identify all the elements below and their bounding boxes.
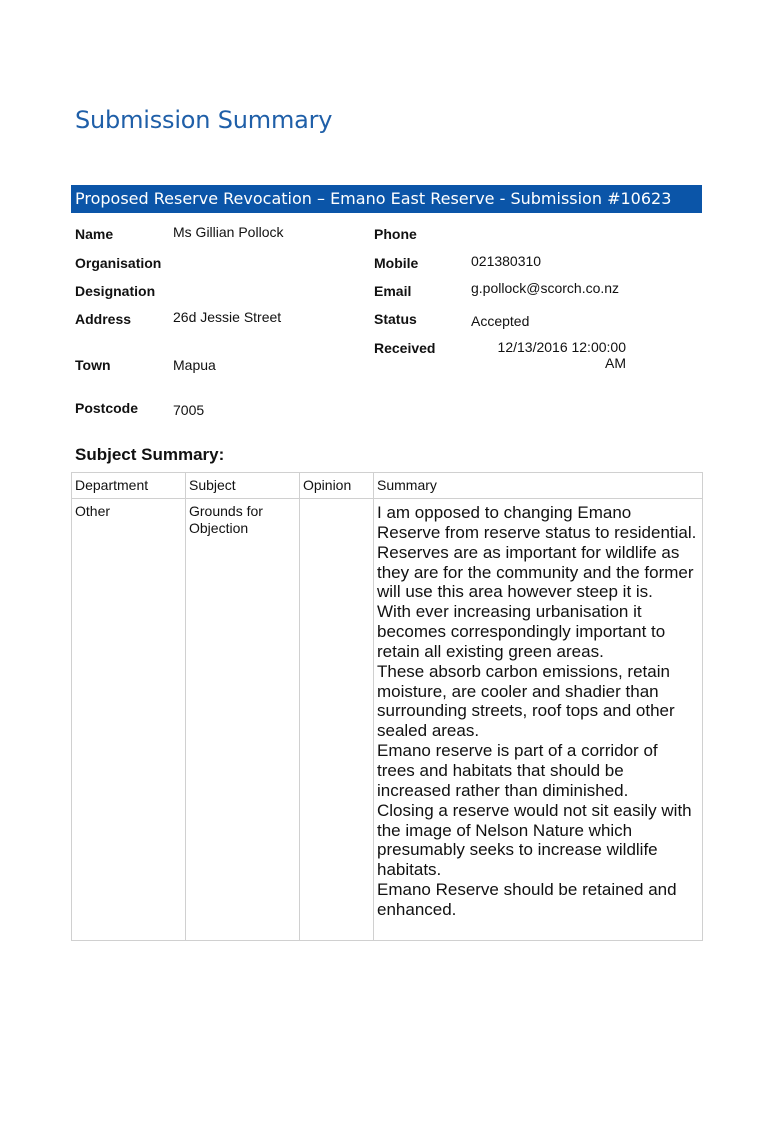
department-cell: Other <box>72 499 186 941</box>
organisation-label: Organisation <box>75 255 162 271</box>
table-header-row <box>72 473 703 499</box>
phone-label: Phone <box>374 226 417 242</box>
column-header-opinion: Opinion <box>300 473 374 499</box>
page-title: Submission Summary <box>75 106 333 134</box>
address-value: 26d Jessie Street <box>173 309 282 325</box>
summary-cell: I am opposed to changing Emano Reserve from reserve status to residential. Reserves are as important for wildlife as they are for the community and the former will use this area however steep it is. With ever increasing urbanisation it becomes correspondingly important to retain all existing green areas. These absorb carbon emissions, retain moisture, are cooler and shadier than surrounding streets, roof tops and other sealed areas. Emano reserve is part of a corridor of trees and habitats that should be increased rather than diminished. Closing a reserve would not sit easily with the image of Nelson Nature which presumably seeks to increase wildlife habitats. Emano Reserve should be retained and enhanced. <box>374 499 703 941</box>
column-header-summary: Summary <box>374 473 703 499</box>
column-header-subject: Subject <box>186 473 300 499</box>
town-label: Town <box>75 357 111 373</box>
submission-banner: Proposed Reserve Revocation – Emano East Reserve - Submission #10623 <box>71 185 702 213</box>
name-label: Name <box>75 226 114 242</box>
table-row <box>72 499 703 941</box>
column-header-department: Department <box>72 473 186 499</box>
town-value: Mapua <box>173 357 216 373</box>
name-value: Ms Gillian Pollock <box>173 224 284 240</box>
opinion-cell <box>300 499 374 941</box>
received-label: Received <box>374 340 436 356</box>
mobile-value: 021380310 <box>471 253 542 269</box>
subject-summary-table <box>71 472 703 941</box>
designation-label: Designation <box>75 283 156 299</box>
received-value: 12/13/2016 12:00:00 AM <box>497 339 626 371</box>
mobile-label: Mobile <box>374 255 419 271</box>
subject-summary-heading: Subject Summary: <box>75 445 225 464</box>
email-value: g.pollock@scorch.co.nz <box>471 280 620 296</box>
email-label: Email <box>374 283 412 299</box>
postcode-label: Postcode <box>75 400 139 416</box>
postcode-value: 7005 <box>173 402 205 418</box>
address-label: Address <box>75 311 132 327</box>
subject-cell: Grounds for Objection <box>186 499 300 941</box>
status-value: Accepted <box>471 313 530 329</box>
status-label: Status <box>374 311 417 327</box>
